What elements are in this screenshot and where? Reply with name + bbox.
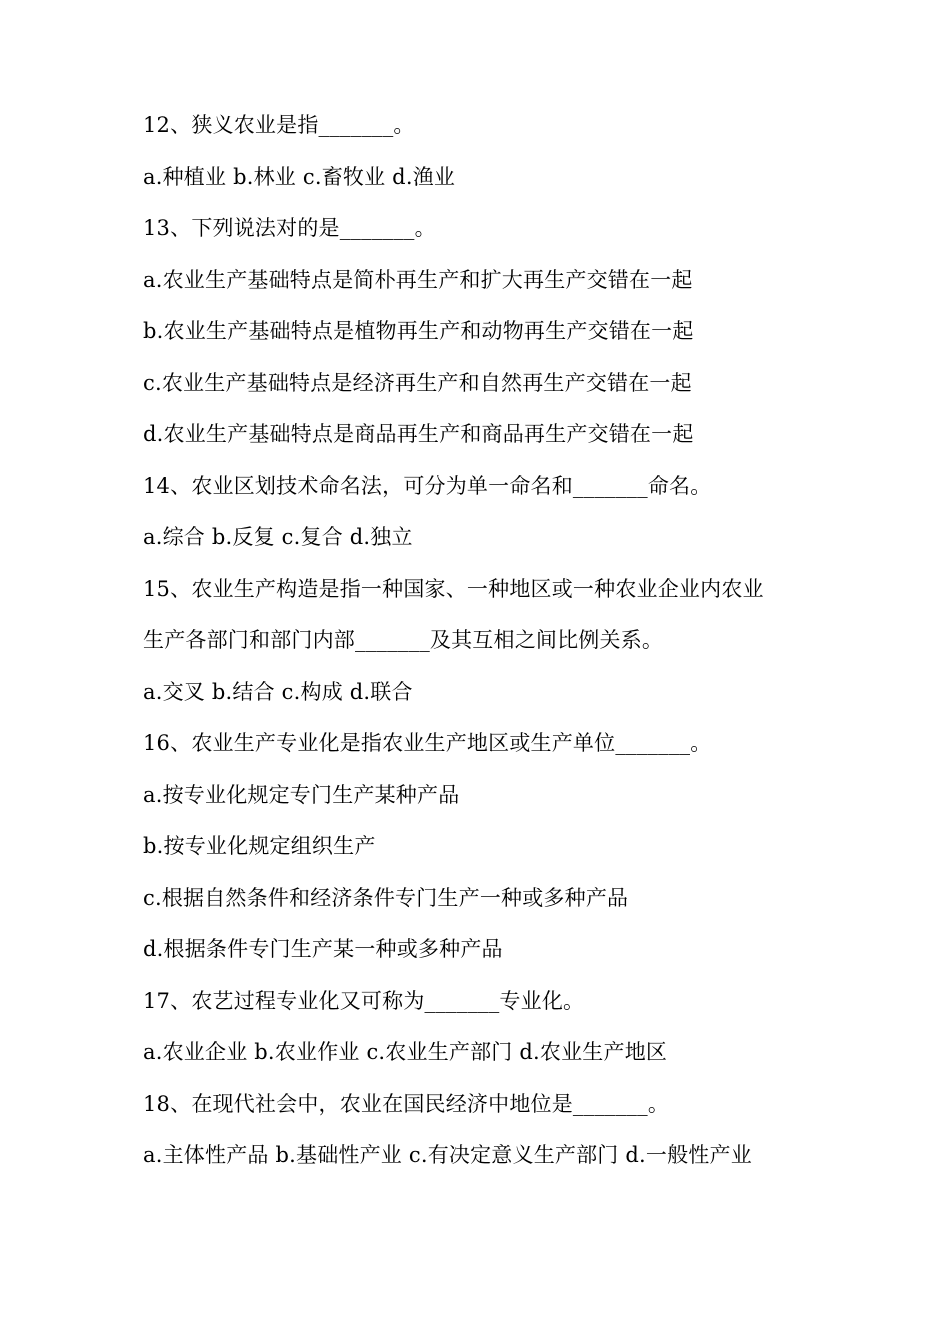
question-13-option-a: a.农业生产基础特点是简朴再生产和扩大再生产交错在一起	[143, 267, 693, 292]
question-16: 16、农业生产专业化是指农业生产地区或生产单位_______。	[143, 731, 712, 755]
question-16-option-d: d.根据条件专门生产某一种或多种产品	[143, 937, 503, 961]
question-15-options: a.交叉 b.结合 c.构成 d.联合	[143, 679, 413, 704]
question-14-options: a.综合 b.反复 c.复合 d.独立	[143, 525, 413, 549]
question-15-line-2: 生产各部门和部门内部_______及其互相之间比例关系。	[143, 628, 664, 652]
question-12-options: a.种植业 b.林业 c.畜牧业 d.渔业	[143, 164, 456, 189]
question-16-option-b: b.按专业化规定组织生产	[143, 834, 376, 858]
question-17: 17、农艺过程专业化又可称为_______专业化。	[143, 988, 585, 1013]
question-14: 14、农业区划技术命名法，可分为单一命名和_______命名。	[143, 473, 712, 498]
question-13: 13、下列说法对的是_______。	[143, 216, 436, 240]
question-13-option-d: d.农业生产基础特点是商品再生产和商品再生产交错在一起	[143, 422, 694, 446]
question-12: 12、狭义农业是指_______。	[143, 113, 415, 137]
question-13-option-b: b.农业生产基础特点是植物再生产和动物再生产交错在一起	[143, 319, 694, 343]
question-list	[143, 104, 843, 1186]
question-16-option-c: c.根据自然条件和经济条件专门生产一种或多种产品	[143, 885, 629, 910]
question-16-option-a: a.按专业化规定专门生产某种产品	[143, 782, 460, 807]
question-18-options: a.主体性产品 b.基础性产业 c.有决定意义生产部门 d.一般性产业	[143, 1143, 752, 1167]
question-17-options: a.农业企业 b.农业作业 c.农业生产部门 d.农业生产地区	[143, 1040, 668, 1064]
question-15-line-1: 15、农业生产构造是指一种国家、一种地区或一种农业企业内农业	[143, 576, 764, 601]
question-13-option-c: c.农业生产基础特点是经济再生产和自然再生产交错在一起	[143, 370, 692, 395]
question-18: 18、在现代社会中，农业在国民经济中地位是_______。	[143, 1091, 670, 1116]
